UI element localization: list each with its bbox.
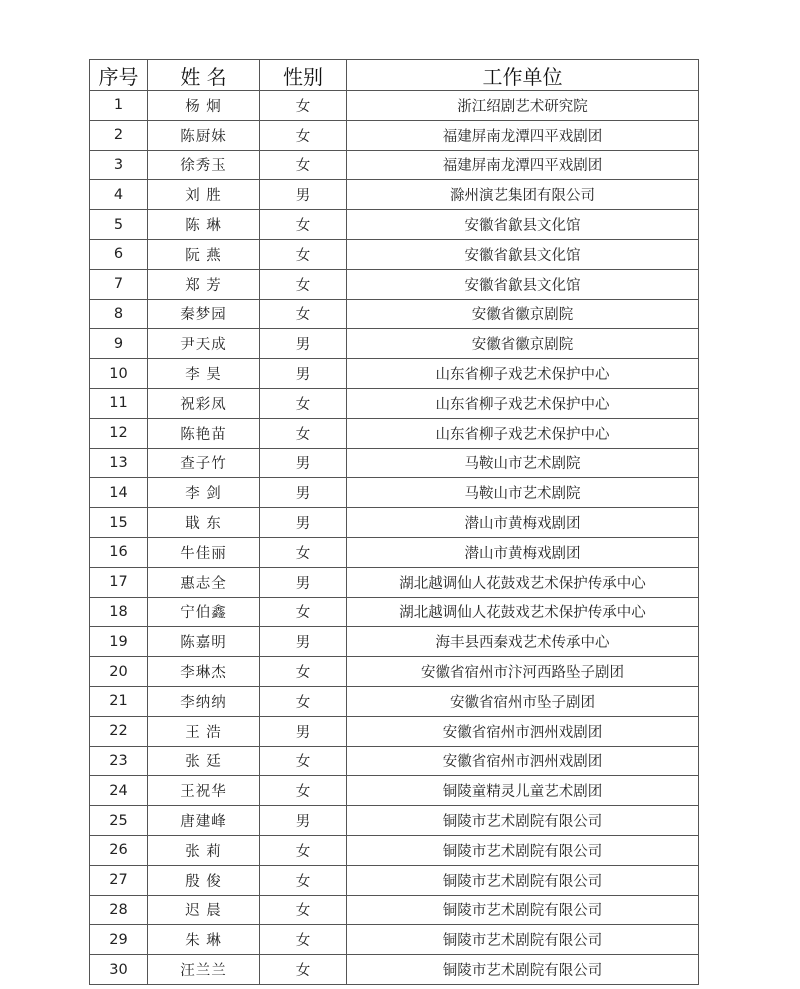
table-row (90, 418, 699, 448)
row-unit: 铜陵市艺术剧院有限公司 (347, 806, 699, 836)
row-gender: 女 (260, 299, 347, 329)
row-gender: 男 (260, 329, 347, 359)
row-gender: 男 (260, 806, 347, 836)
row-gender: 男 (260, 567, 347, 597)
row-name: 尹天成 (148, 329, 260, 359)
row-unit: 浙江绍剧艺术研究院 (347, 91, 699, 121)
row-index: 21 (90, 686, 148, 716)
row-name: 汪兰兰 (148, 955, 260, 985)
row-index: 6 (90, 239, 148, 269)
row-index: 9 (90, 329, 148, 359)
table-row (90, 597, 699, 627)
table-row (90, 91, 699, 121)
row-name: 王祝华 (148, 776, 260, 806)
table-row (90, 776, 699, 806)
row-name: 陈嘉明 (148, 627, 260, 657)
table-row (90, 180, 699, 210)
row-gender: 女 (260, 955, 347, 985)
table-row (90, 865, 699, 895)
row-unit: 福建屏南龙潭四平戏剧团 (347, 150, 699, 180)
row-index: 5 (90, 210, 148, 240)
row-gender: 女 (260, 895, 347, 925)
table-row (90, 806, 699, 836)
row-name: 陈艳苗 (148, 418, 260, 448)
table-row (90, 239, 699, 269)
row-gender: 男 (260, 508, 347, 538)
roster-table (89, 59, 699, 985)
row-index: 7 (90, 269, 148, 299)
row-name: 刘 胜 (148, 180, 260, 210)
row-name: 朱 琳 (148, 925, 260, 955)
row-index: 11 (90, 388, 148, 418)
row-index: 14 (90, 478, 148, 508)
column-header-unit: 工作单位 (347, 60, 699, 91)
row-unit: 安徽省宿州市汴河西路坠子剧团 (347, 657, 699, 687)
row-name: 陈厨妹 (148, 120, 260, 150)
row-gender: 女 (260, 210, 347, 240)
row-index: 16 (90, 537, 148, 567)
row-unit: 滁州演艺集团有限公司 (347, 180, 699, 210)
row-index: 17 (90, 567, 148, 597)
row-unit: 铜陵市艺术剧院有限公司 (347, 895, 699, 925)
row-index: 3 (90, 150, 148, 180)
row-index: 1 (90, 91, 148, 121)
row-unit: 安徽省歙县文化馆 (347, 239, 699, 269)
row-unit: 铜陵市艺术剧院有限公司 (347, 955, 699, 985)
row-unit: 马鞍山市艺术剧院 (347, 478, 699, 508)
row-index: 23 (90, 746, 148, 776)
row-index: 26 (90, 835, 148, 865)
row-name: 宁伯鑫 (148, 597, 260, 627)
row-name: 李琳杰 (148, 657, 260, 687)
row-gender: 女 (260, 865, 347, 895)
row-gender: 女 (260, 239, 347, 269)
row-name: 陈 琳 (148, 210, 260, 240)
row-gender: 女 (260, 388, 347, 418)
row-name: 张 廷 (148, 746, 260, 776)
row-gender: 女 (260, 657, 347, 687)
table-row (90, 448, 699, 478)
row-name: 惠志全 (148, 567, 260, 597)
row-name: 郑 芳 (148, 269, 260, 299)
table-row (90, 925, 699, 955)
table-row (90, 537, 699, 567)
table-row (90, 567, 699, 597)
row-unit: 潜山市黄梅戏剧团 (347, 537, 699, 567)
row-gender: 女 (260, 418, 347, 448)
table-row (90, 716, 699, 746)
row-unit: 潜山市黄梅戏剧团 (347, 508, 699, 538)
table-row (90, 150, 699, 180)
column-header-index: 序号 (90, 60, 148, 91)
table-row (90, 120, 699, 150)
row-gender: 女 (260, 120, 347, 150)
row-gender: 男 (260, 627, 347, 657)
row-index: 8 (90, 299, 148, 329)
row-gender: 女 (260, 269, 347, 299)
row-index: 24 (90, 776, 148, 806)
header-row (90, 60, 699, 91)
row-unit: 安徽省宿州市坠子剧团 (347, 686, 699, 716)
row-index: 15 (90, 508, 148, 538)
table-row (90, 627, 699, 657)
row-name: 牛佳丽 (148, 537, 260, 567)
row-unit: 安徽省宿州市泗州戏剧团 (347, 746, 699, 776)
row-unit: 安徽省徽京剧院 (347, 299, 699, 329)
row-name: 查子竹 (148, 448, 260, 478)
row-unit: 安徽省歙县文化馆 (347, 210, 699, 240)
row-index: 19 (90, 627, 148, 657)
row-name: 李 昊 (148, 359, 260, 389)
row-name: 秦梦园 (148, 299, 260, 329)
table-row (90, 388, 699, 418)
row-unit: 安徽省歙县文化馆 (347, 269, 699, 299)
row-name: 张 莉 (148, 835, 260, 865)
table-row (90, 657, 699, 687)
row-unit: 铜陵市艺术剧院有限公司 (347, 865, 699, 895)
row-gender: 女 (260, 925, 347, 955)
row-name: 王 浩 (148, 716, 260, 746)
table-row (90, 686, 699, 716)
row-index: 29 (90, 925, 148, 955)
table-row (90, 478, 699, 508)
row-name: 阮 燕 (148, 239, 260, 269)
row-name: 唐建峰 (148, 806, 260, 836)
row-unit: 湖北越调仙人花鼓戏艺术保护传承中心 (347, 567, 699, 597)
table-row (90, 955, 699, 985)
table-row (90, 269, 699, 299)
column-header-name: 姓 名 (148, 60, 260, 91)
row-gender: 女 (260, 686, 347, 716)
row-gender: 女 (260, 835, 347, 865)
table-row (90, 508, 699, 538)
row-unit: 海丰县西秦戏艺术传承中心 (347, 627, 699, 657)
row-gender: 女 (260, 537, 347, 567)
table-row (90, 210, 699, 240)
row-index: 13 (90, 448, 148, 478)
row-name: 迟 晨 (148, 895, 260, 925)
row-unit: 安徽省徽京剧院 (347, 329, 699, 359)
row-index: 2 (90, 120, 148, 150)
row-name: 杨 炯 (148, 91, 260, 121)
row-index: 25 (90, 806, 148, 836)
row-name: 戢 东 (148, 508, 260, 538)
row-unit: 铜陵市艺术剧院有限公司 (347, 835, 699, 865)
row-unit: 山东省柳子戏艺术保护中心 (347, 388, 699, 418)
row-unit: 铜陵市艺术剧院有限公司 (347, 925, 699, 955)
row-unit: 铜陵童精灵儿童艺术剧团 (347, 776, 699, 806)
row-name: 李 剑 (148, 478, 260, 508)
row-gender: 男 (260, 716, 347, 746)
row-unit: 马鞍山市艺术剧院 (347, 448, 699, 478)
row-name: 殷 俊 (148, 865, 260, 895)
row-index: 10 (90, 359, 148, 389)
row-index: 28 (90, 895, 148, 925)
row-index: 4 (90, 180, 148, 210)
row-unit: 安徽省宿州市泗州戏剧团 (347, 716, 699, 746)
table-row (90, 895, 699, 925)
row-index: 20 (90, 657, 148, 687)
row-index: 27 (90, 865, 148, 895)
row-unit: 山东省柳子戏艺术保护中心 (347, 359, 699, 389)
row-name: 李纳纳 (148, 686, 260, 716)
row-index: 22 (90, 716, 148, 746)
row-gender: 男 (260, 478, 347, 508)
row-index: 18 (90, 597, 148, 627)
row-gender: 女 (260, 776, 347, 806)
row-unit: 福建屏南龙潭四平戏剧团 (347, 120, 699, 150)
row-gender: 男 (260, 180, 347, 210)
table-row (90, 746, 699, 776)
row-name: 徐秀玉 (148, 150, 260, 180)
row-name: 祝彩凤 (148, 388, 260, 418)
row-unit: 湖北越调仙人花鼓戏艺术保护传承中心 (347, 597, 699, 627)
row-gender: 男 (260, 448, 347, 478)
row-gender: 女 (260, 91, 347, 121)
column-header-gender: 性别 (260, 60, 347, 91)
row-index: 12 (90, 418, 148, 448)
row-gender: 女 (260, 597, 347, 627)
row-gender: 女 (260, 746, 347, 776)
row-gender: 女 (260, 150, 347, 180)
row-gender: 男 (260, 359, 347, 389)
table-row (90, 359, 699, 389)
table-row (90, 299, 699, 329)
table-row (90, 835, 699, 865)
table-row (90, 329, 699, 359)
row-unit: 山东省柳子戏艺术保护中心 (347, 418, 699, 448)
row-index: 30 (90, 955, 148, 985)
